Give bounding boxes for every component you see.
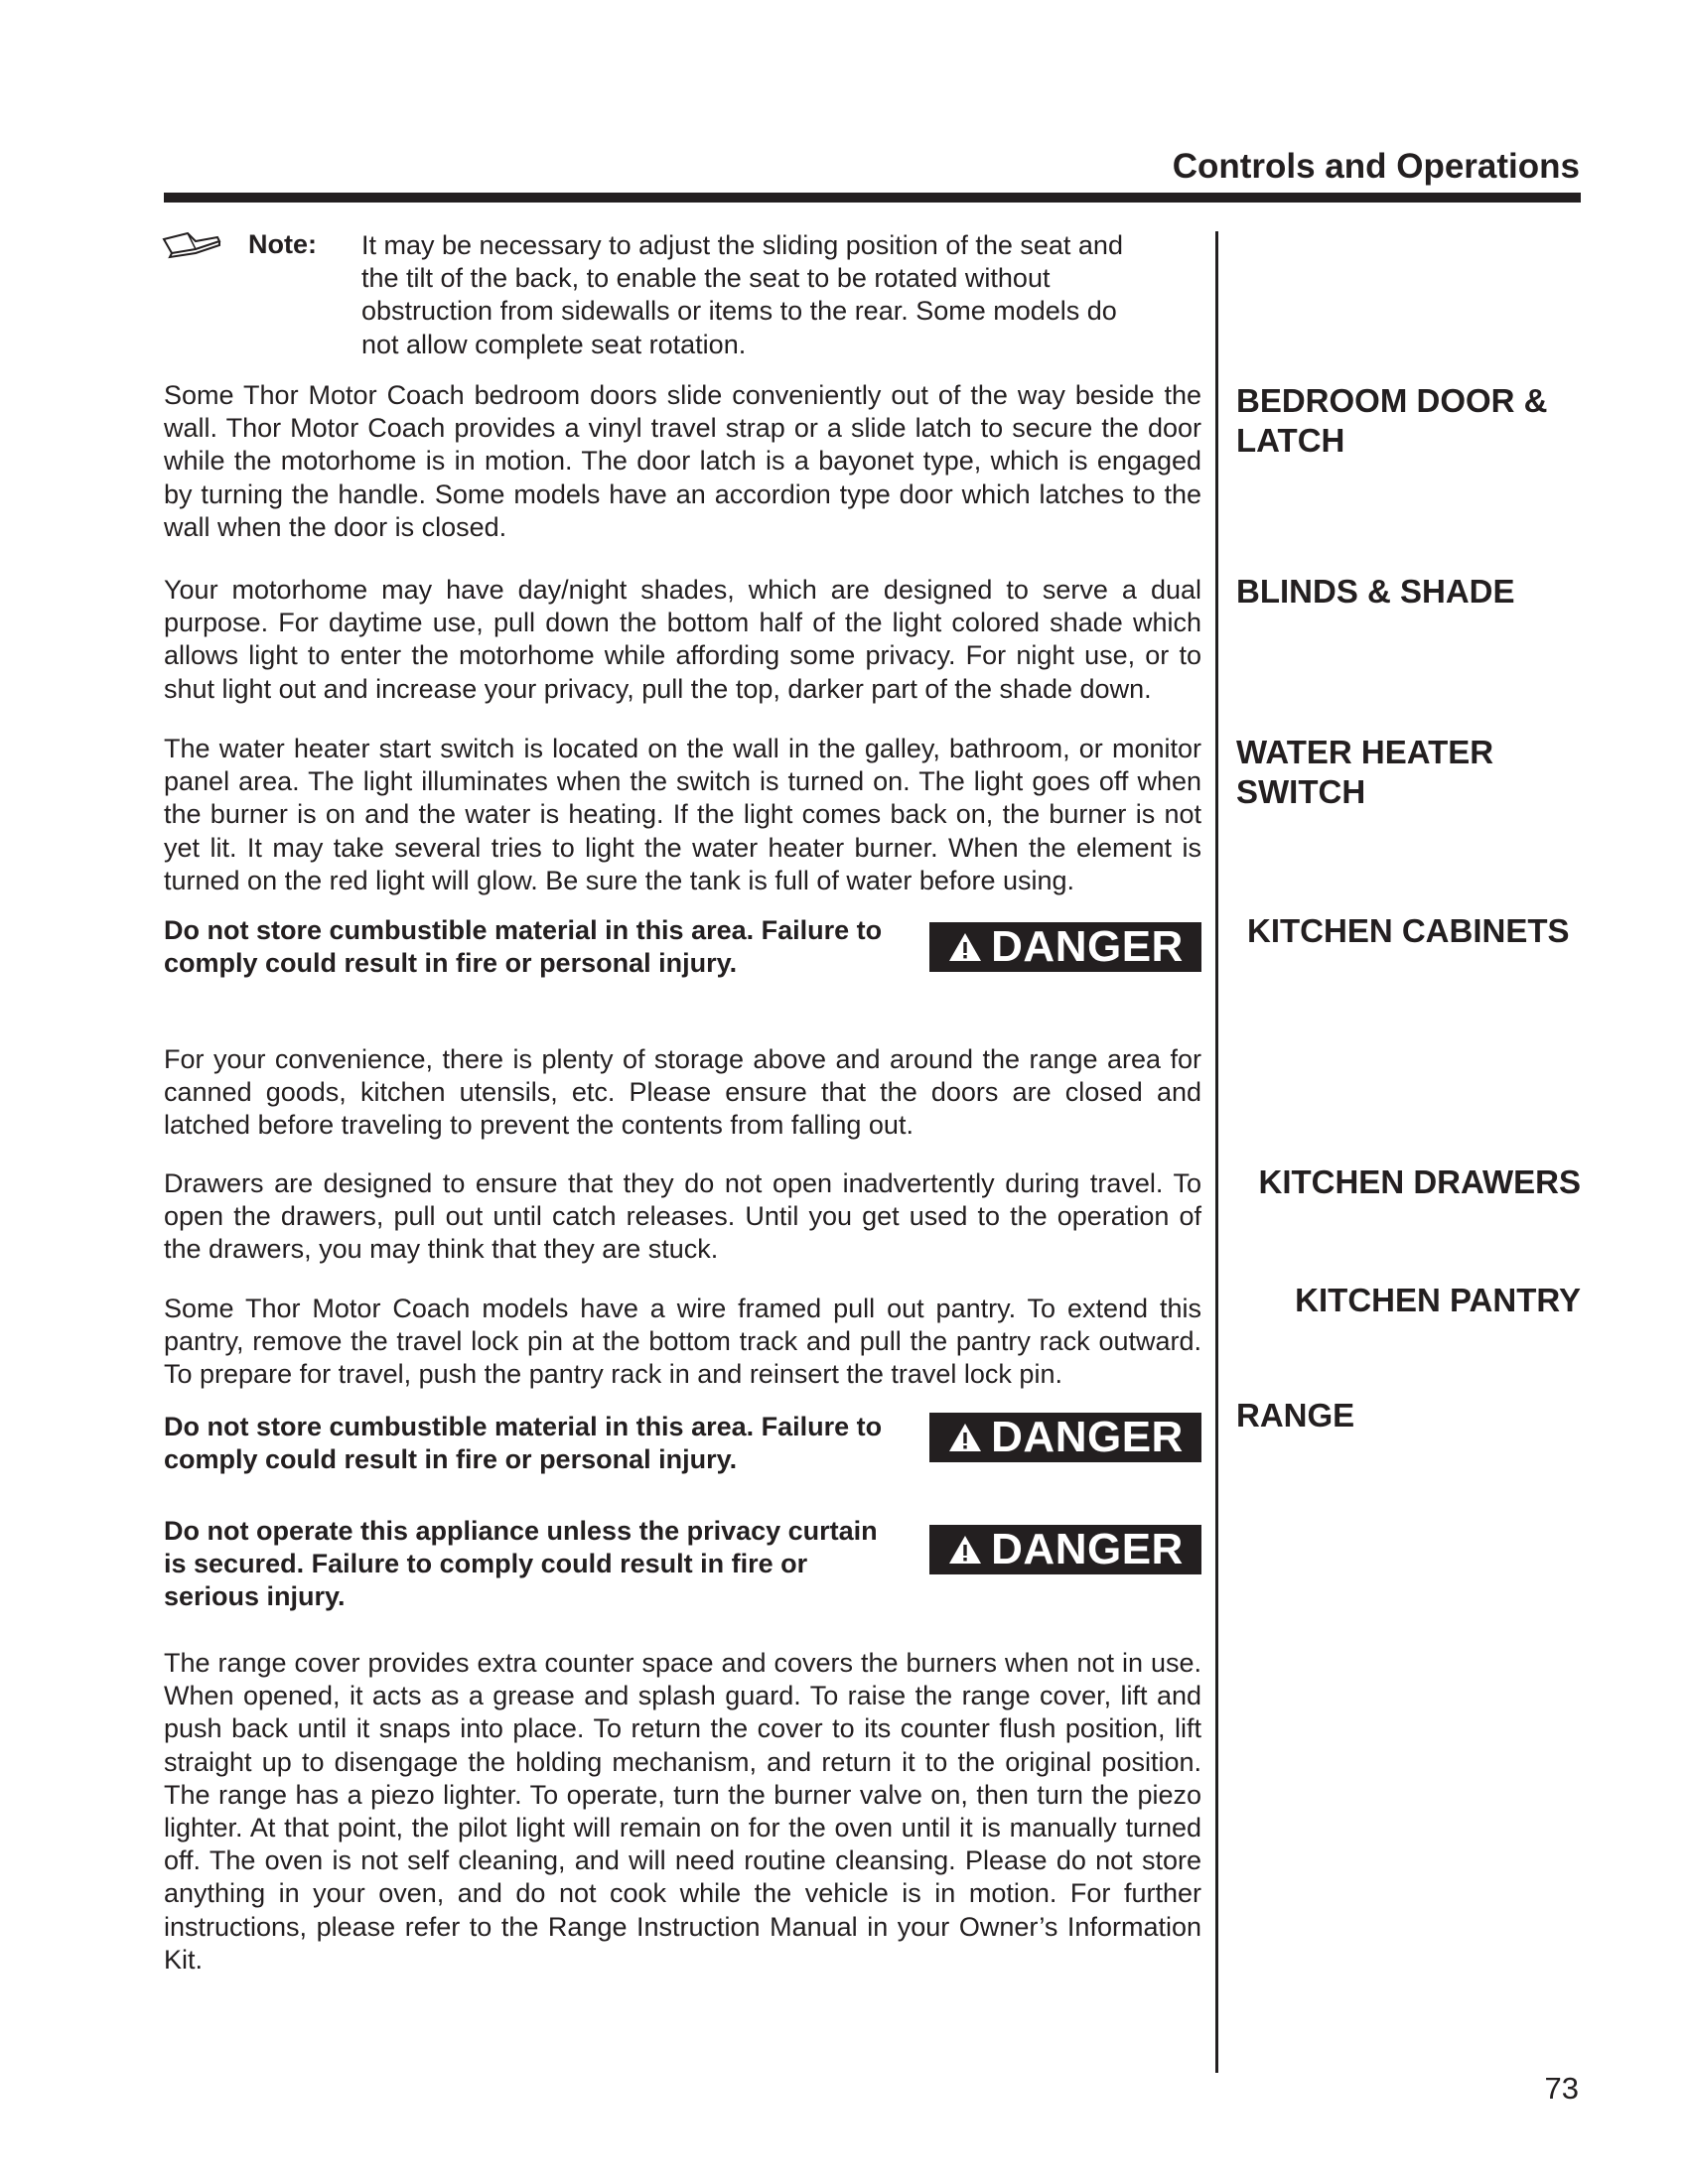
note-text: It may be necessary to adjust the sliding position of the seat and the tilt of the back, to enable the seat to be rotated without obstruction from sidewalls or items to the rear. Some models do not allow complete seat rotation. — [361, 230, 1123, 359]
kitchen-pantry-heading: KITCHEN PANTRY — [1295, 1282, 1581, 1318]
cabinets-paragraph: For your convenience, there is plenty of storage above and around the range area for canned goods, kitchen utensils, etc. Please ensure that the doors are closed and latched before traveling to prevent the contents from falling out. — [164, 1044, 1201, 1141]
range-paragraph: The range cover provides extra counter space and covers the burners when not in use. When opened, it acts as a grease and splash guard. To raise the range cover, lift and push back until it snaps into place. To return the cover to its counter flush position, lift straight up to disengage the holding mechanism, and return it to the original position. The range has a piezo lighter. To operate, turn the burner valve on, then turn the piezo lighter. At that point, the pilot light will remain on for the oven until it is manually turned off. The oven is not self cleaning, and will need routine cleansing. Please do not store anything in your oven, and do not cook while the vehicle is in motion. For further instructions, please refer to the Range Instruction Manual in your Owner’s Information Kit. — [164, 1648, 1201, 1975]
warning-triangle-icon — [947, 1534, 983, 1566]
header-rule — [164, 193, 1581, 203]
warning-triangle-icon — [947, 931, 983, 963]
range-warning-2: Do not operate this appliance unless the privacy curtain is secured. Failure to comply could result in fire or serious injury. — [164, 1516, 878, 1612]
water-heater-heading: WATER HEATER SWITCH — [1236, 734, 1494, 810]
water-heater-paragraph: The water heater start switch is located on the wall in the galley, bathroom, or monitor panel area. The light illuminates when the switch is turned on. The light goes off when the burner is on and the water is heating. If the light comes back on, the burner is not yet lit. It may take several tries to light the water heater burner. When the element is turned on the red light will glow. Be sure the tank is full of water before using. — [164, 734, 1201, 895]
blinds-heading: BLINDS & SHADE — [1236, 573, 1515, 610]
range-warning-1: Do not store cumbustible material in this area. Failure to comply could result in fire or personal injury. — [164, 1412, 883, 1475]
kitchen-cabinets-heading: KITCHEN CABINETS — [1247, 912, 1570, 949]
page-number: 73 — [1544, 2071, 1579, 2106]
column-divider — [1215, 231, 1218, 2073]
danger-label — [929, 1525, 1201, 1574]
range-heading: RANGE — [1236, 1397, 1355, 1433]
book-icon — [162, 229, 221, 261]
blinds-paragraph: Your motorhome may have day/night shades, which are designed to serve a dual purpose. For daytime use, pull down the bottom half of the light colored shade which allows light to enter the motorhome while affording some privacy. For night use, or to shut light out and increase your privacy, pull the top, darker part of the shade down. — [164, 575, 1201, 704]
danger-label — [929, 922, 1201, 972]
danger-text: DANGER — [991, 922, 1184, 971]
note-label: Note: — [248, 229, 317, 259]
danger-text: DANGER — [991, 1413, 1184, 1461]
cabinets-warning: Do not store cumbustible material in this area. Failure to comply could result in fire or personal injury. — [164, 915, 883, 979]
bedroom-door-heading: BEDROOM DOOR & LATCH — [1236, 382, 1548, 459]
danger-text: DANGER — [991, 1525, 1184, 1573]
drawers-paragraph: Drawers are designed to ensure that they do not open inadvertently during travel. To open the drawers, pull out until catch releases. Until you get used to the operation of the drawers, you may think that they are stuck. — [164, 1168, 1201, 1265]
bedroom-door-paragraph: Some Thor Motor Coach bedroom doors slide conveniently out of the way beside the wall. Thor Motor Coach provides a vinyl travel strap or a slide latch to secure the door while the motorhome is in motion. The door latch is a bayonet type, which is engaged by turning the handle. Some models have an accordion type door which latches to the wall when the door is closed. — [164, 380, 1201, 542]
danger-label — [929, 1413, 1201, 1462]
kitchen-drawers-heading: KITCHEN DRAWERS — [1258, 1163, 1581, 1200]
pantry-paragraph: Some Thor Motor Coach models have a wire framed pull out pantry. To extend this pantry, remove the travel lock pin at the bottom track and pull the pantry rack outward. To prepare for travel, push the pantry rack in and reinsert the travel lock pin. — [164, 1294, 1201, 1390]
page-header-title: Controls and Operations — [1172, 147, 1580, 186]
warning-triangle-icon — [947, 1422, 983, 1453]
